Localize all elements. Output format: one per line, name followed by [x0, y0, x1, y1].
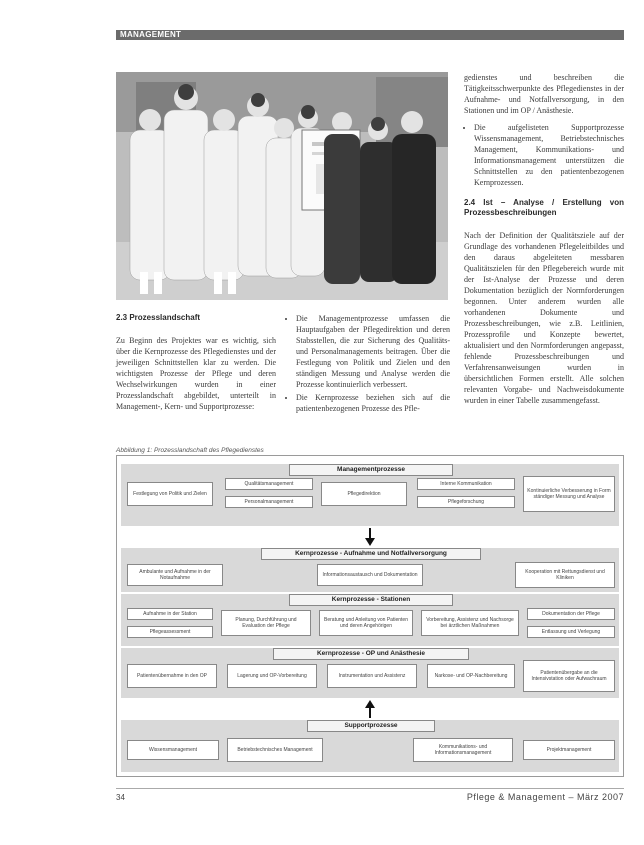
- kern-op-band: [121, 648, 619, 698]
- right-continuation: gedienstes und beschreiben die Tätigkeitsschwerpunkte des Pflegedienstes in der Aufnahme- und Notfallversorgung, in den Stationen und im OP / Anästhesie.: [464, 73, 624, 115]
- left-paragraph: Zu Beginn des Projektes war es wichtig, sich über die Kernprozesse des Pflegedienstes und der jeweiligen Schnittstellen klar zu werden. Die wichtigsten Prozesse der Pflege und deren Wechselwirkungen wurden in einer Prozesslandschaft abgebildet, unterteilt in Management-, Kern- und Supportprozesse:: [116, 336, 276, 411]
- middle-column: [286, 313, 450, 416]
- process-box: Narkose- und OP-Nachbereitung: [427, 664, 515, 688]
- process-box: Dokumentation der Pflege: [527, 608, 615, 620]
- right-bullet-item: • Die aufgelisteten Supportprozesse Wissensmanagement, Betriebstechnisches Management, Kommunikations- und Informationsmanagement unterstützen die Schnittstellen zu den patientenbezogenen Kernprozessen.: [474, 122, 624, 188]
- process-box: Qualitätsmanagement: [225, 478, 313, 490]
- process-box: Pflegeforschung: [417, 496, 515, 508]
- group-photo-illustration: [116, 72, 448, 300]
- kern-aufnahme-band: [121, 548, 619, 592]
- middle-bullet-list: [286, 313, 450, 414]
- process-box: Patientenübernahme in den OP: [127, 664, 217, 688]
- middle-bullet-item: • Die Kernprozesse beziehen sich auf die patientenbezogenen Prozesse des Pfle-: [296, 392, 450, 414]
- process-box: Instrumentation und Assistenz: [327, 664, 417, 688]
- figure-caption: Abbildung 1: Prozesslandschaft des Pflegedienstes: [116, 447, 264, 454]
- management-band: [121, 464, 619, 526]
- section-header-bar: [116, 30, 624, 40]
- support-title: Supportprozesse: [307, 720, 435, 732]
- process-box: Pflegedirektion: [321, 482, 407, 506]
- process-box: Betriebstechnisches Management: [227, 738, 323, 762]
- middle-bullet-item: • Die Managementprozesse umfassen die Hauptaufgaben der Pflegedirektion und deren Stabsstellen, die zur Sicherung des Qualitäts- und Personalmanagements beitragen. Über die Festlegung von Politik und Zielen und den ständigen Messung und Analyse werden die Prozesse kontinuierlich verbessert.: [296, 313, 450, 390]
- process-box: Pflegeassessment: [127, 626, 213, 638]
- process-box: Beratung und Anleitung von Patienten und deren Angehörigen: [319, 610, 413, 636]
- process-box: Projektmanagement: [523, 740, 615, 760]
- process-box: Vorbereitung, Assistenz und Nachsorge bei ärztlichen Maßnahmen: [421, 610, 519, 636]
- kern-station-title: Kernprozesse - Stationen: [289, 594, 453, 606]
- support-band: [121, 720, 619, 772]
- publication-title: Pflege & Management – März 2007: [466, 792, 624, 802]
- management-title: Managementprozesse: [289, 464, 453, 476]
- right-paragraph: Nach der Definition der Qualitätsziele auf der Grundlage des vorhandenen Pflegeleitbildes und den daraus abgeleiteten messbaren Qualitätszielen für den Pflegebereich wurde mit der Ist-Analyse der Prozesse und deren Dokumentation bezüglich der Normforderungen begonnen. Unter anderem wurden alle vorhandenen Dokumente und Prozessbeschreibungen, wie z.B. Leitlinien, Prozessprofile und Konzepte bewertet, aktualisiert und den Normforderungen angepasst, fehlende Prozessbeschreibungen und Verfahrensanweisungen wurden in übersichtlichen Formen erstellt. Alle solchen relevanten Vorgabe- und Nachweisdokumente wurden in einer Tabelle zusammengefasst.: [464, 231, 624, 405]
- group-photo: [116, 72, 448, 300]
- process-box: Festlegung von Politik und Zielen: [127, 482, 213, 506]
- process-box: Kommunikations- und Informationsmanagement: [413, 738, 513, 762]
- arrow-stem: [369, 708, 371, 718]
- process-box: Lagerung und OP-Vorbereitung: [227, 664, 317, 688]
- section-label: MANAGEMENT: [120, 30, 182, 39]
- kern-op-title: Kernprozesse - OP und Anästhesie: [273, 648, 469, 660]
- kern-aufnahme-title: Kernprozesse - Aufnahme und Notfallversorgung: [261, 548, 481, 560]
- process-box: Aufnahme in der Station: [127, 608, 213, 620]
- process-box: Planung, Durchführung und Evaluation der Pflege: [221, 610, 311, 636]
- process-box: Entlassung und Verlegung: [527, 626, 615, 638]
- process-box: Personalmanagement: [225, 496, 313, 508]
- process-box: Ambulante und Aufnahme in der Notaufnahme: [127, 564, 223, 586]
- section-heading-2-4: 2.4 Ist – Analyse / Erstellung von Prozessbeschreibungen: [464, 198, 624, 217]
- arrow-down-icon: [365, 538, 375, 546]
- right-column: [464, 72, 624, 412]
- process-box: Wissensmanagement: [127, 740, 219, 760]
- section-heading-2-3: 2.3 Prozesslandschaft: [116, 313, 201, 322]
- process-box: Interne Kommunikation: [417, 478, 515, 490]
- process-box: Informationsaustausch und Dokumentation: [317, 564, 423, 586]
- footer-rule: [116, 788, 624, 789]
- process-box: Kooperation mit Rettungsdienst und Kliniken: [515, 562, 615, 588]
- right-bullet-list: [464, 122, 624, 188]
- left-column: [116, 313, 276, 418]
- arrow-up-icon: [365, 700, 375, 708]
- kern-station-band: [121, 594, 619, 646]
- page-number: 34: [116, 793, 125, 802]
- process-landscape-figure: [116, 455, 624, 777]
- process-box: Kontinuierliche Verbesserung in Form ständiger Messung und Analyse: [523, 476, 615, 512]
- process-box: Patientenübergabe an die Intensivstation oder Aufwachraum: [523, 660, 615, 692]
